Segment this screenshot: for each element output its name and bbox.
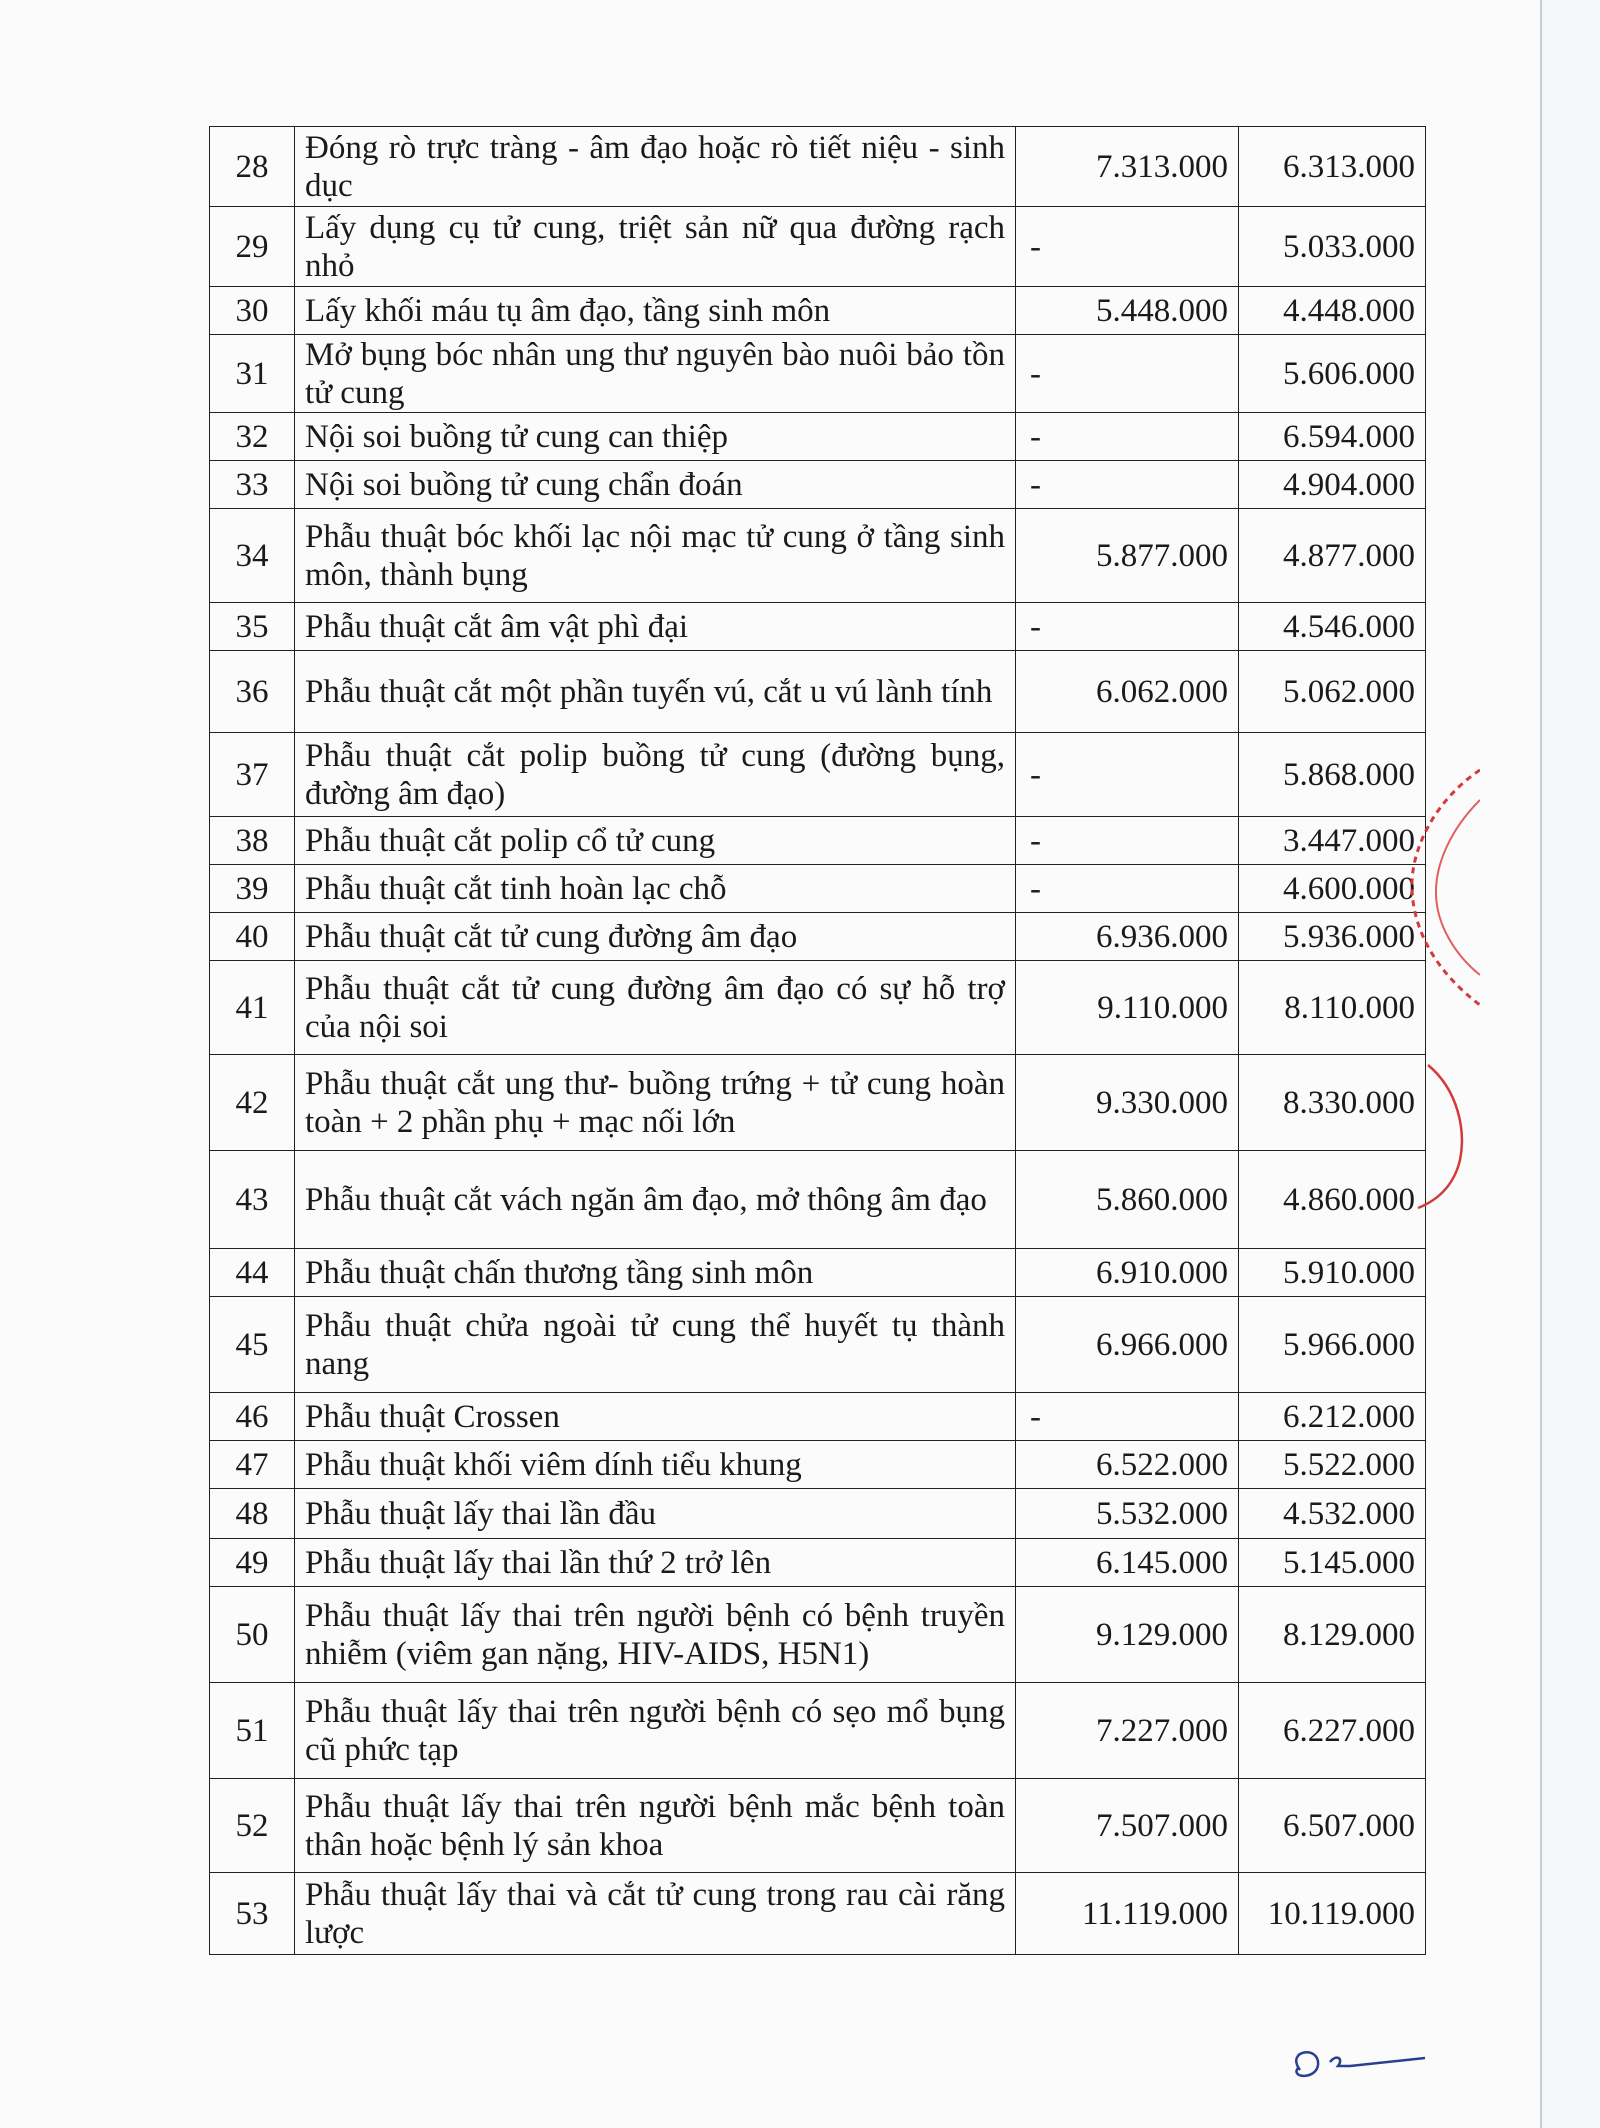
price-b-cell: 6.227.000: [1239, 1683, 1426, 1779]
row-number-cell: 38: [210, 817, 295, 865]
row-number-cell: 44: [210, 1249, 295, 1297]
row-number-cell: 51: [210, 1683, 295, 1779]
service-name-cell: Phẫu thuật lấy thai lần đầu: [295, 1489, 1016, 1539]
price-a-cell: -: [1016, 1393, 1239, 1441]
service-name-cell: Mở bụng bóc nhân ung thư nguyên bào nuôi bảo tồn tử cung: [295, 335, 1016, 413]
table-row: [210, 1683, 1426, 1779]
price-b-cell: 4.600.000: [1239, 865, 1426, 913]
price-b-cell: 5.606.000: [1239, 335, 1426, 413]
table-row: [210, 1441, 1426, 1489]
row-number-cell: 42: [210, 1055, 295, 1151]
service-name-cell: Phẫu thuật chửa ngoài tử cung thể huyết tụ thành nang: [295, 1297, 1016, 1393]
table-row: [210, 207, 1426, 287]
service-name-cell: Phẫu thuật cắt polip buồng tử cung (đường bụng, đường âm đạo): [295, 733, 1016, 817]
price-b-cell: 4.448.000: [1239, 287, 1426, 335]
service-name-cell: Lấy dụng cụ tử cung, triệt sản nữ qua đường rạch nhỏ: [295, 207, 1016, 287]
price-b-cell: 8.110.000: [1239, 961, 1426, 1055]
price-a-cell: 6.910.000: [1016, 1249, 1239, 1297]
service-name-cell: Phẫu thuật khối viêm dính tiểu khung: [295, 1441, 1016, 1489]
service-name-cell: Phẫu thuật cắt vách ngăn âm đạo, mở thông âm đạo: [295, 1151, 1016, 1249]
fee-table: [209, 126, 1426, 1955]
price-b-cell: 5.145.000: [1239, 1539, 1426, 1587]
row-number-cell: 35: [210, 603, 295, 651]
table-row: [210, 733, 1426, 817]
price-a-cell: 6.936.000: [1016, 913, 1239, 961]
row-number-cell: 43: [210, 1151, 295, 1249]
service-name-cell: Phẫu thuật cắt một phần tuyến vú, cắt u vú lành tính: [295, 651, 1016, 733]
table-row: [210, 865, 1426, 913]
table-row: [210, 1779, 1426, 1873]
service-name-cell: Phẫu thuật lấy thai trên người bệnh có bệnh truyền nhiễm (viêm gan nặng, HIV-AIDS, H5N1): [295, 1587, 1016, 1683]
price-b-cell: 4.877.000: [1239, 509, 1426, 603]
table-row: [210, 413, 1426, 461]
table-row: [210, 1539, 1426, 1587]
price-b-cell: 5.966.000: [1239, 1297, 1426, 1393]
price-a-cell: 9.330.000: [1016, 1055, 1239, 1151]
price-b-cell: 5.936.000: [1239, 913, 1426, 961]
price-a-cell: 5.877.000: [1016, 509, 1239, 603]
price-b-cell: 4.860.000: [1239, 1151, 1426, 1249]
price-b-cell: 4.904.000: [1239, 461, 1426, 509]
row-number-cell: 41: [210, 961, 295, 1055]
row-number-cell: 28: [210, 127, 295, 207]
price-b-cell: 5.062.000: [1239, 651, 1426, 733]
fee-table-body: [210, 127, 1426, 1955]
row-number-cell: 47: [210, 1441, 295, 1489]
table-row: [210, 509, 1426, 603]
price-a-cell: 7.313.000: [1016, 127, 1239, 207]
price-a-cell: 7.227.000: [1016, 1683, 1239, 1779]
table-row: [210, 603, 1426, 651]
price-b-cell: 5.910.000: [1239, 1249, 1426, 1297]
price-a-cell: 7.507.000: [1016, 1779, 1239, 1873]
price-b-cell: 8.129.000: [1239, 1587, 1426, 1683]
table-row: [210, 127, 1426, 207]
price-b-cell: 6.212.000: [1239, 1393, 1426, 1441]
row-number-cell: 40: [210, 913, 295, 961]
price-a-cell: 11.119.000: [1016, 1873, 1239, 1955]
price-b-cell: 8.330.000: [1239, 1055, 1426, 1151]
price-b-cell: 5.033.000: [1239, 207, 1426, 287]
price-a-cell: -: [1016, 817, 1239, 865]
service-name-cell: Phẫu thuật cắt polip cổ tử cung: [295, 817, 1016, 865]
row-number-cell: 29: [210, 207, 295, 287]
table-row: [210, 651, 1426, 733]
service-name-cell: Phẫu thuật cắt tử cung đường âm đạo có sự hỗ trợ của nội soi: [295, 961, 1016, 1055]
price-b-cell: 6.594.000: [1239, 413, 1426, 461]
table-row: [210, 335, 1426, 413]
price-b-cell: 6.507.000: [1239, 1779, 1426, 1873]
price-b-cell: 5.868.000: [1239, 733, 1426, 817]
service-name-cell: Phẫu thuật lấy thai trên người bệnh mắc bệnh toàn thân hoặc bệnh lý sản khoa: [295, 1779, 1016, 1873]
table-row: [210, 961, 1426, 1055]
service-name-cell: Đóng rò trực tràng - âm đạo hoặc rò tiết niệu - sinh dục: [295, 127, 1016, 207]
table-row: [210, 287, 1426, 335]
table-row: [210, 1873, 1426, 1955]
service-name-cell: Phẫu thuật lấy thai và cắt tử cung trong rau cài răng lược: [295, 1873, 1016, 1955]
price-b-cell: 5.522.000: [1239, 1441, 1426, 1489]
table-row: [210, 817, 1426, 865]
price-a-cell: 5.448.000: [1016, 287, 1239, 335]
price-a-cell: -: [1016, 335, 1239, 413]
row-number-cell: 33: [210, 461, 295, 509]
table-row: [210, 1297, 1426, 1393]
service-name-cell: Phẫu thuật cắt ung thư- buồng trứng + tử cung hoàn toàn + 2 phần phụ + mạc nối lớn: [295, 1055, 1016, 1151]
service-name-cell: Phẫu thuật cắt âm vật phì đại: [295, 603, 1016, 651]
price-a-cell: 5.532.000: [1016, 1489, 1239, 1539]
table-row: [210, 1055, 1426, 1151]
row-number-cell: 39: [210, 865, 295, 913]
table-row: [210, 461, 1426, 509]
service-name-cell: Lấy khối máu tụ âm đạo, tầng sinh môn: [295, 287, 1016, 335]
row-number-cell: 37: [210, 733, 295, 817]
service-name-cell: Phẫu thuật cắt tinh hoàn lạc chỗ: [295, 865, 1016, 913]
row-number-cell: 34: [210, 509, 295, 603]
row-number-cell: 46: [210, 1393, 295, 1441]
service-name-cell: Phẫu thuật chấn thương tầng sinh môn: [295, 1249, 1016, 1297]
row-number-cell: 48: [210, 1489, 295, 1539]
row-number-cell: 45: [210, 1297, 295, 1393]
price-a-cell: -: [1016, 461, 1239, 509]
price-a-cell: 5.860.000: [1016, 1151, 1239, 1249]
price-a-cell: 6.062.000: [1016, 651, 1239, 733]
price-b-cell: 4.546.000: [1239, 603, 1426, 651]
service-name-cell: Nội soi buồng tử cung can thiệp: [295, 413, 1016, 461]
table-row: [210, 1587, 1426, 1683]
red-stamp-mark: [1340, 760, 1480, 1020]
row-number-cell: 53: [210, 1873, 295, 1955]
red-stamp-mark-2: [1388, 1060, 1478, 1210]
table-row: [210, 913, 1426, 961]
price-b-cell: 10.119.000: [1239, 1873, 1426, 1955]
row-number-cell: 49: [210, 1539, 295, 1587]
price-b-cell: 6.313.000: [1239, 127, 1426, 207]
handwritten-initials: [1280, 2040, 1430, 2090]
row-number-cell: 50: [210, 1587, 295, 1683]
service-name-cell: Nội soi buồng tử cung chẩn đoán: [295, 461, 1016, 509]
service-name-cell: Phẫu thuật lấy thai lần thứ 2 trở lên: [295, 1539, 1016, 1587]
price-a-cell: -: [1016, 413, 1239, 461]
price-a-cell: 6.145.000: [1016, 1539, 1239, 1587]
row-number-cell: 52: [210, 1779, 295, 1873]
price-a-cell: -: [1016, 207, 1239, 287]
service-name-cell: Phẫu thuật cắt tử cung đường âm đạo: [295, 913, 1016, 961]
row-number-cell: 30: [210, 287, 295, 335]
service-name-cell: Phẫu thuật Crossen: [295, 1393, 1016, 1441]
price-a-cell: -: [1016, 603, 1239, 651]
service-name-cell: Phẫu thuật bóc khối lạc nội mạc tử cung ở tầng sinh môn, thành bụng: [295, 509, 1016, 603]
row-number-cell: 32: [210, 413, 295, 461]
price-b-cell: 4.532.000: [1239, 1489, 1426, 1539]
price-a-cell: 9.110.000: [1016, 961, 1239, 1055]
table-row: [210, 1489, 1426, 1539]
table-row: [210, 1393, 1426, 1441]
price-a-cell: 6.966.000: [1016, 1297, 1239, 1393]
row-number-cell: 31: [210, 335, 295, 413]
row-number-cell: 36: [210, 651, 295, 733]
service-name-cell: Phẫu thuật lấy thai trên người bệnh có sẹo mổ bụng cũ phức tạp: [295, 1683, 1016, 1779]
price-a-cell: -: [1016, 733, 1239, 817]
price-a-cell: 9.129.000: [1016, 1587, 1239, 1683]
price-b-cell: 3.447.000: [1239, 817, 1426, 865]
price-a-cell: -: [1016, 865, 1239, 913]
table-row: [210, 1151, 1426, 1249]
table-row: [210, 1249, 1426, 1297]
price-a-cell: 6.522.000: [1016, 1441, 1239, 1489]
